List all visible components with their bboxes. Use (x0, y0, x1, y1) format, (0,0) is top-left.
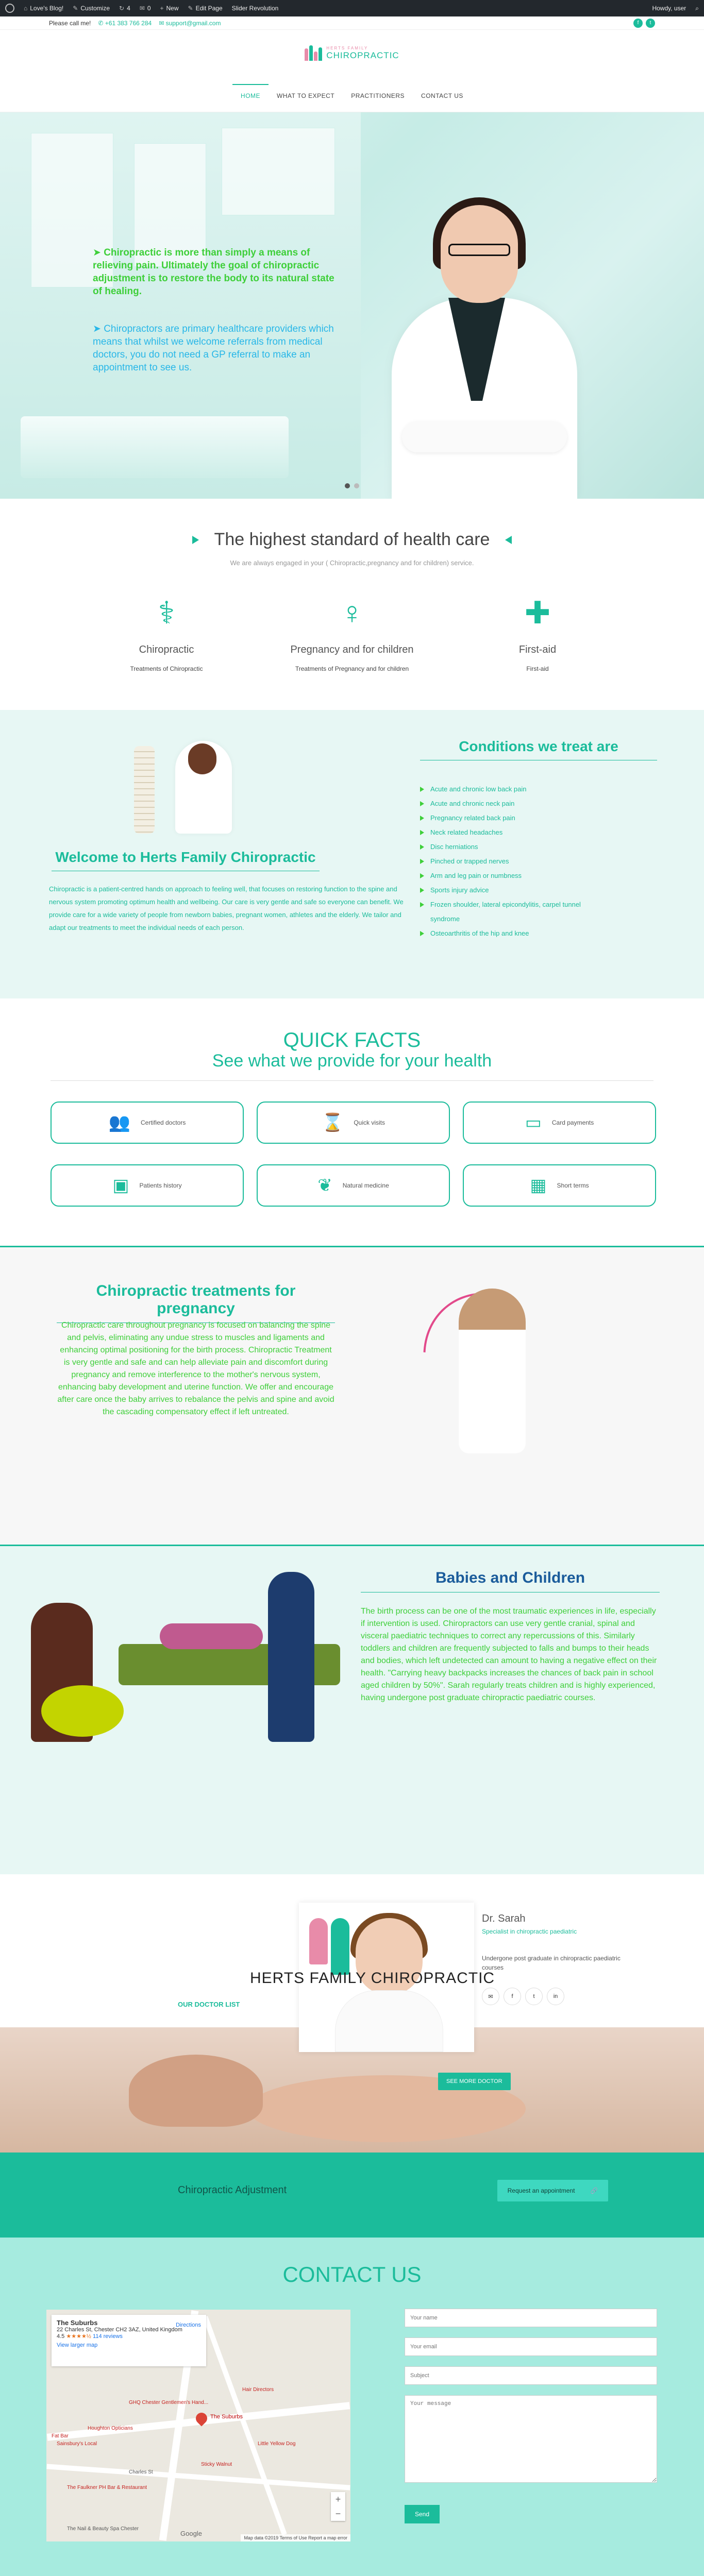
admin-site-link[interactable]: ⌂ Love's Blog! (24, 5, 64, 12)
facebook-icon[interactable]: f (504, 1988, 521, 2005)
calendar-icon: ▦ (530, 1176, 547, 1195)
doctor-social (482, 1988, 642, 2005)
map-address: 22 Charles St, Chester CH2 3AZ, United Kingdom (57, 2327, 182, 2333)
admin-updates-link[interactable]: ↻ 4 (119, 5, 130, 12)
admin-new-link[interactable]: + New (160, 5, 179, 12)
pregnancy-section (0, 1246, 704, 1545)
welcome-section (0, 710, 704, 998)
google-logo: Google (180, 2530, 202, 2537)
nav-contact-us[interactable]: CONTACT US (421, 92, 463, 99)
facts-grid (51, 1101, 653, 1207)
hero-text (93, 246, 335, 399)
list-item: Neck related headaches (420, 825, 595, 840)
slider-dot-1[interactable] (345, 483, 350, 488)
zoom-out-icon[interactable]: − (335, 2509, 341, 2519)
list-item: Osteoarthritis of the hip and knee (420, 926, 595, 941)
credit-card-icon: ▭ (525, 1113, 542, 1132)
admin-comments-link[interactable]: ✉ 0 (139, 5, 151, 12)
spine-model-image (124, 741, 237, 839)
hero-doctor-image (371, 148, 598, 499)
service-title: Chiropractic (139, 644, 194, 655)
facebook-icon[interactable]: f (633, 19, 643, 28)
fact-natural-medicine: ❦ Natural medicine (257, 1164, 450, 1207)
leaf-icon: ❦ (317, 1176, 332, 1195)
quick-facts-section (0, 998, 704, 1246)
service-first-aid (465, 592, 610, 672)
family-figures-icon (305, 45, 322, 61)
hero-paragraph-2: ➤ Chiropractors are primary healthcare providers which means that whilst we welcome referrals from medical doctors, you do not need a GP referral to make an appointment to see us. (93, 324, 334, 373)
site-header (0, 30, 704, 112)
email-link[interactable]: ✉ support@gmail.com (159, 19, 221, 27)
conditions-title: Conditions we treat are (420, 738, 657, 760)
first-aid-kit-icon: ✚ (524, 596, 551, 630)
zoom-in-icon[interactable]: + (335, 2494, 341, 2504)
service-chiropractic (94, 592, 239, 672)
divider (51, 1080, 653, 1081)
phone-link[interactable]: ✆ +61 383 766 284 (98, 19, 152, 27)
triangle-right-icon (192, 536, 199, 544)
linkedin-icon[interactable]: in (547, 1988, 564, 2005)
directions-link[interactable]: Directions (176, 2322, 201, 2328)
service-title: First-aid (518, 644, 557, 655)
nav-what-to-expect[interactable]: WHAT TO EXPECT (277, 92, 335, 99)
services-list (94, 592, 610, 672)
adjustment-cta (0, 2153, 704, 2238)
doctors-section (0, 1874, 704, 2153)
massage-background-image (0, 2055, 704, 2153)
pregnant-woman-image (412, 1283, 567, 1453)
fact-card-payments: ▭ Card payments (463, 1101, 656, 1144)
top-contact-strip (0, 16, 704, 30)
admin-slider-revolution-link[interactable]: Slider Revolution (231, 5, 279, 12)
see-more-doctor-button[interactable]: SEE MORE DOCTOR (438, 2073, 511, 2090)
brush-icon: ✎ (73, 5, 78, 12)
map-zoom-control[interactable] (331, 2492, 345, 2521)
children-treatment-image (21, 1572, 340, 1742)
refresh-icon: ↻ (119, 5, 125, 12)
list-item: Sports injury advice (420, 883, 595, 897)
service-desc: Treatments of Chiropractic (130, 665, 203, 672)
doctor-specialty: Specialist in chiropractic paediatric (482, 1928, 577, 1935)
list-item: Pinched or trapped nerves (420, 854, 595, 869)
welcome-text: Chiropractic is a patient-centred hands on approach to feeling well, that focuses on restoring function to the spine and nervous system promoting optimum health and wellbeing. Our care is very gentle and safe so everyone can benefit. We provide care for a wide variety of people from newborn babies, pregnant women, athletes and the elderly. We tailor and adapt our treatments to meet the individual needs of each person. (49, 885, 404, 931)
nav-home[interactable]: HOME (232, 84, 269, 107)
hero-paragraph-1: ➤ Chiropractic is more than simply a means of relieving pain. Ultimately the goal of chiropractic adjustment is to restore the body to its natural state of healing. (93, 247, 334, 297)
map-pin-label: The Suburbs (210, 2414, 243, 2420)
briefcase-icon: ▣ (112, 1176, 129, 1195)
google-map[interactable]: The Suburbs 22 Charles St, Chester CH2 3AZ, United Kingdom 4.5 ★★★★½ 114 reviews View larger map Directions The Suburbs GHQ Chester Gentlemen's Hand... Hair Directors Houghton Opticians Sainsbury's Local Fat Bar Sticky Walnut Little Yellow Dog The Faulkner PH Bar & Restaurant Charles St The Nail & Beauty Spa Chester + − Google Map data ©2019 Terms of Use Report a map error (46, 2310, 350, 2541)
list-item: Frozen shoulder, lateral epicondylitis, carpel tunnel syndrome (420, 897, 595, 926)
doctor-watermark: HERTS FAMILY CHIROPRACTIC (250, 1970, 495, 1987)
wordpress-logo-icon[interactable] (5, 4, 14, 13)
email-icon[interactable]: ✉ (482, 1988, 499, 2005)
contact-section (0, 2238, 704, 2576)
pregnancy-title: Chiropractic treatments for pregnancy (57, 1282, 335, 1323)
doctor-list-label: OUR DOCTOR LIST (178, 2001, 240, 2008)
email-input[interactable] (405, 2337, 657, 2356)
pencil-icon: ✎ (188, 5, 193, 12)
conditions-list (420, 782, 595, 941)
standard-title-row (0, 530, 704, 550)
doctor-photo (250, 1903, 495, 2052)
list-item: Pregnancy related back pain (420, 811, 595, 825)
pregnancy-text: Chiropractic care throughout pregnancy is focused on balancing the spine and pelvis, eliminating any undue stress to muscles and ligaments and enhancing optimal positioning for the birth process. Chiropractic Treatment is very gentle and safe and can help alleviate pain and discomfort during pregnancy and remove interference to the mother's nervous system, enhancing baby development and uterine function. We offer and encourage after care once the baby arrives to rebalance the pelvis and spine and avoid the cascading compensatory effect if left untreated. (57, 1321, 334, 1416)
standard-title: The highest standard of health care (214, 530, 490, 549)
admin-edit-page-link[interactable]: ✎ Edit Page (188, 5, 223, 12)
fact-quick-visits: ⌛ Quick visits (257, 1101, 450, 1144)
logo-top-text: HERTS FAMILY (326, 45, 368, 50)
service-pregnancy (280, 592, 424, 672)
search-icon[interactable]: ⌕ (695, 4, 699, 12)
twitter-icon[interactable]: t (646, 19, 655, 28)
fact-short-terms: ▦ Short terms (463, 1164, 656, 1207)
list-item: Acute and chronic low back pain (420, 782, 595, 796)
fact-certified-doctors: 👥 Certified doctors (51, 1101, 244, 1144)
list-item: Acute and chronic neck pain (420, 796, 595, 811)
map-place-name: The Suburbs (57, 2319, 98, 2327)
map-info-card: The Suburbs 22 Charles St, Chester CH2 3AZ, United Kingdom 4.5 ★★★★½ 114 reviews View larger map Directions (52, 2315, 206, 2366)
rating-stars-icon: ★★★★½ (66, 2333, 91, 2340)
slider-pagination (345, 483, 359, 488)
pregnant-icon: ♀ (340, 596, 364, 630)
babies-section (0, 1545, 704, 1874)
home-icon: ⌂ (24, 5, 28, 12)
request-appointment-button[interactable]: Request an appointment 🔗 (497, 2180, 608, 2201)
babies-text: The birth process can be one of the most traumatic experiences in life, especially if intervention is used. Chiropractors can use very gentle cranial, spinal and visceral paediatric techniques to correct any repercussions of this. Similarly toddlers and children are frequently subjected to falls and bumps to their heads and bodies, which left undetected can amount to having a negative effect on their health. "Carrying heavy backpacks increases the chances of back pain in school aged children by 50%". Sarah regularly treats children and is highly experienced, having undergone post graduate chiropractic paediatric courses. (361, 1607, 657, 1702)
message-textarea[interactable] (405, 2395, 657, 2483)
triangle-left-icon (505, 536, 512, 544)
caduceus-icon: ⚕ (158, 596, 175, 630)
contact-title: CONTACT US (282, 2262, 422, 2286)
babies-title: Babies and Children (361, 1569, 660, 1592)
plus-icon: + (160, 5, 164, 12)
name-input[interactable] (405, 2309, 657, 2327)
subject-input[interactable] (405, 2366, 657, 2385)
list-item: Arm and leg pain or numbness (420, 869, 595, 883)
standard-section (0, 499, 704, 710)
doctors-icon: 👥 (108, 1113, 130, 1132)
fact-patients-history: ▣ Patients history (51, 1164, 244, 1207)
send-button[interactable]: Send (405, 2505, 440, 2523)
doctor-info (482, 1913, 642, 2005)
map-attribution[interactable]: Map data ©2019 Terms of Use Report a map error (241, 2534, 350, 2541)
envelope-icon: ✉ (159, 19, 166, 27)
admin-customize-link[interactable]: ✎ Customize (73, 5, 110, 12)
hero-slider (0, 112, 704, 499)
doctor-bio: Undergone post graduate in chiropractic paediatric courses (482, 1955, 621, 1971)
service-title: Pregnancy and for children (290, 644, 414, 655)
comment-icon: ✉ (139, 5, 145, 12)
admin-howdy[interactable]: Howdy, user (652, 5, 686, 12)
contact-form (405, 2309, 657, 2523)
hourglass-icon: ⌛ (321, 1113, 344, 1132)
slider-dot-2[interactable] (354, 483, 359, 488)
admin-bar (0, 0, 704, 16)
link-icon: 🔗 (590, 2187, 598, 2194)
view-larger-map-link[interactable]: View larger map (57, 2342, 98, 2348)
welcome-title: Welcome to Herts Family Chiropractic (52, 849, 320, 871)
standard-subtitle: We are always engaged in your ( Chiropractic,pregnancy and for children) service. (230, 559, 474, 567)
facts-title: QUICK FACTS (283, 1029, 421, 1052)
site-logo[interactable] (305, 45, 399, 61)
doctor-name: Dr. Sarah (482, 1913, 526, 1924)
twitter-icon[interactable]: t (525, 1988, 543, 2005)
phone-icon: ✆ (98, 19, 105, 27)
adjustment-title: Chiropractic Adjustment (178, 2184, 287, 2196)
list-item: Disc herniations (420, 840, 595, 854)
nav-practitioners[interactable]: PRACTITIONERS (351, 92, 405, 99)
logo-main-text: CHIROPRACTIC (326, 50, 399, 60)
main-nav (0, 84, 704, 107)
facts-subtitle: See what we provide for your health (212, 1051, 492, 1071)
call-label: Please call me! (49, 19, 91, 27)
service-desc: First-aid (526, 665, 549, 672)
service-desc: Treatments of Pregnancy and for children (295, 665, 409, 672)
